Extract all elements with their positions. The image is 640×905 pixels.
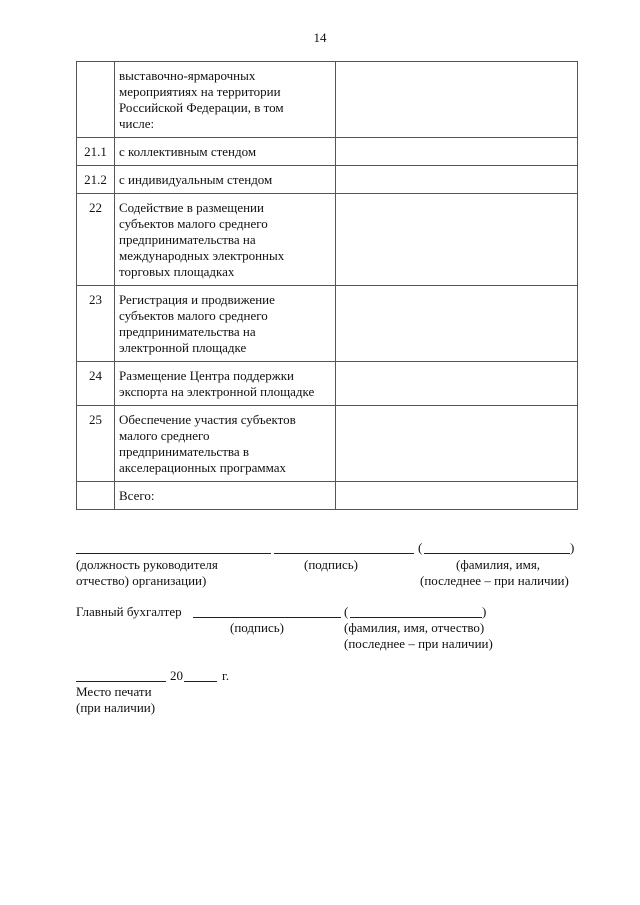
description-line: предпринимательства на xyxy=(119,324,256,339)
head-signature-line[interactable] xyxy=(274,541,414,554)
row-description xyxy=(115,406,336,482)
accountant-open-paren: ( xyxy=(344,604,349,619)
date-day-month-line[interactable] xyxy=(76,669,166,682)
row-description xyxy=(115,482,336,510)
description-line: малого среднего xyxy=(119,428,210,443)
stamp-note: (при наличии) xyxy=(76,700,156,715)
head-name-line[interactable] xyxy=(424,541,570,554)
description-line: акселерационных программах xyxy=(119,460,286,475)
row-value-cell[interactable] xyxy=(336,166,578,194)
position-label-continued: отчество) организации) xyxy=(76,573,207,588)
position-line[interactable] xyxy=(76,541,271,554)
name-close-paren: ) xyxy=(570,540,575,555)
date-year-line[interactable] xyxy=(184,669,217,682)
description-line: Обеспечение участия субъектов xyxy=(119,412,296,427)
row-value-cell[interactable] xyxy=(336,482,578,510)
description-line: предпринимательства в xyxy=(119,444,250,459)
table-row xyxy=(77,194,578,286)
row-number: 21.2 xyxy=(77,166,115,194)
description-line: мероприятиях на территории xyxy=(119,84,281,99)
accountant-name-line[interactable] xyxy=(350,605,482,618)
description-line: числе: xyxy=(119,116,155,131)
name-label-continued: (последнее – при наличии) xyxy=(420,573,569,588)
description-line: международных электронных xyxy=(119,248,285,263)
position-label: (должность руководителя xyxy=(76,557,218,572)
table-row xyxy=(77,482,578,510)
report-table xyxy=(76,61,578,510)
description-line: Регистрация и продвижение xyxy=(119,292,275,307)
row-value-cell[interactable] xyxy=(336,362,578,406)
row-description xyxy=(115,286,336,362)
accountant-signature-line[interactable] xyxy=(193,605,341,618)
row-number: 21.1 xyxy=(77,138,115,166)
table-row xyxy=(77,406,578,482)
row-number: 22 xyxy=(77,194,115,286)
row-number: 24 xyxy=(77,362,115,406)
accountant-title: Главный бухгалтер xyxy=(76,604,182,619)
accountant-close-paren: ) xyxy=(482,604,487,619)
description-line: Российской Федерации, в том xyxy=(119,100,284,115)
table-row xyxy=(77,62,578,138)
description-line: Содействие в размещении xyxy=(119,200,264,215)
date-year-suffix: г. xyxy=(222,668,230,683)
accountant-name-label-continued: (последнее – при наличии) xyxy=(344,636,493,651)
row-value-cell[interactable] xyxy=(336,194,578,286)
row-value-cell[interactable] xyxy=(336,286,578,362)
description-line: торговых площадках xyxy=(119,264,235,279)
accountant-signature-label: (подпись) xyxy=(230,620,284,635)
row-number xyxy=(77,62,115,138)
signature-label: (подпись) xyxy=(304,557,358,572)
row-description xyxy=(115,138,336,166)
description-line: электронной площадке xyxy=(119,340,247,355)
row-description xyxy=(115,62,336,138)
page-number: 14 xyxy=(313,30,327,45)
description-line: с коллективным стендом xyxy=(119,144,257,159)
table-row xyxy=(77,362,578,406)
table-row xyxy=(77,166,578,194)
description-line: Размещение Центра поддержки xyxy=(119,368,294,383)
row-description xyxy=(115,166,336,194)
row-description xyxy=(115,194,336,286)
row-number xyxy=(77,482,115,510)
description-line: Всего: xyxy=(119,488,155,503)
description-line: с индивидуальным стендом xyxy=(119,172,273,187)
row-value-cell[interactable] xyxy=(336,62,578,138)
row-value-cell[interactable] xyxy=(336,406,578,482)
table-row xyxy=(77,138,578,166)
stamp-label: Место печати xyxy=(76,684,152,699)
description-line: субъектов малого среднего xyxy=(119,216,268,231)
date-year-prefix: 20 xyxy=(170,668,183,683)
row-description xyxy=(115,362,336,406)
description-line: предпринимательства на xyxy=(119,232,256,247)
name-label: (фамилия, имя, xyxy=(456,557,541,572)
name-open-paren: ( xyxy=(418,540,423,555)
row-number: 25 xyxy=(77,406,115,482)
accountant-name-label: (фамилия, имя, отчество) xyxy=(344,620,485,635)
description-line: выставочно-ярмарочных xyxy=(119,68,256,83)
description-line: субъектов малого среднего xyxy=(119,308,268,323)
row-number: 23 xyxy=(77,286,115,362)
row-value-cell[interactable] xyxy=(336,138,578,166)
description-line: экспорта на электронной площадке xyxy=(119,384,315,399)
table-row xyxy=(77,286,578,362)
